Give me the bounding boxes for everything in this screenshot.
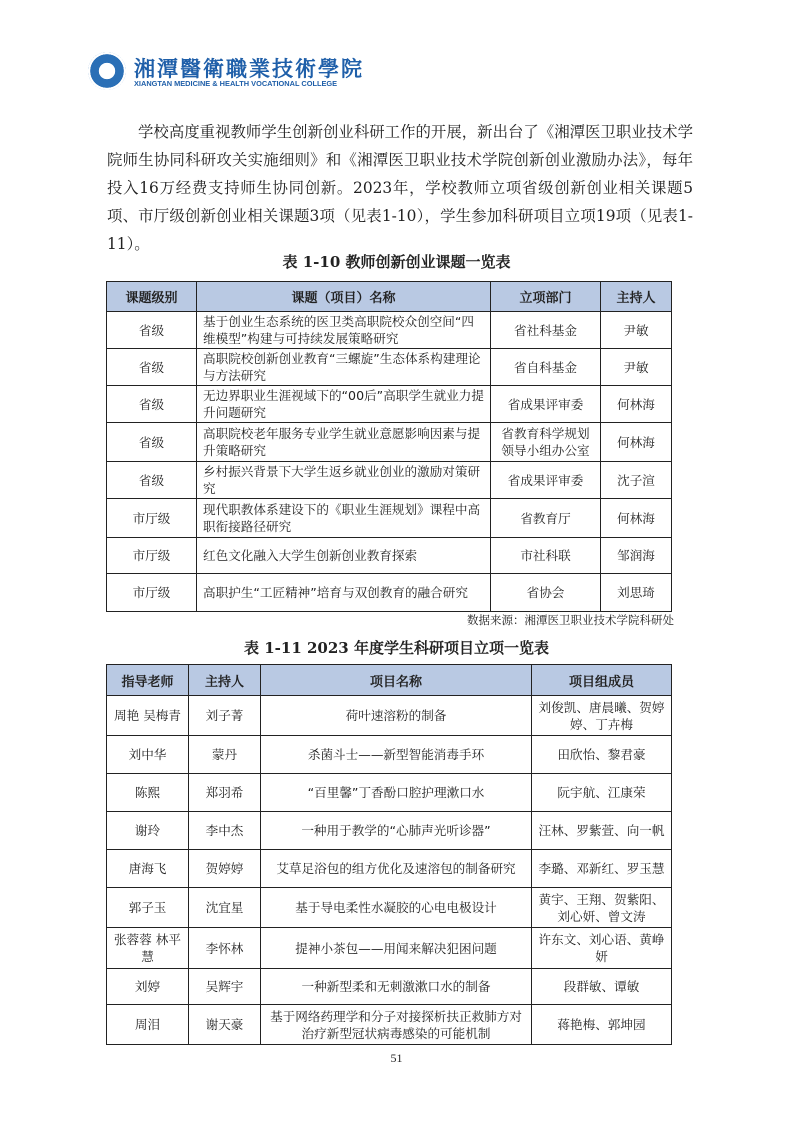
table-row	[107, 1005, 672, 1045]
table2-header-cell: 项目名称	[261, 665, 532, 696]
advisor-cell: 刘中华	[107, 736, 189, 774]
school-name-cn: 湘潭醫衛職業技術學院	[134, 56, 364, 81]
table-row	[107, 499, 672, 538]
table-row	[107, 969, 672, 1005]
project-name-cell: 一种新型柔和无刺激漱口水的制备	[261, 969, 532, 1005]
host-cell: 贺婷婷	[189, 850, 261, 888]
table-row	[107, 349, 672, 386]
table1-header-cell: 立项部门	[491, 282, 601, 312]
advisor-cell: 周艳 吴梅青	[107, 696, 189, 736]
page-header	[88, 52, 418, 92]
host-cell: 沈子渲	[601, 462, 672, 499]
department-cell: 省教育科学规划领导小组办公室	[491, 423, 601, 462]
project-name-cell: 现代职教体系建设下的《职业生涯规划》课程中高职衔接路径研究	[197, 499, 491, 538]
host-cell: 李怀林	[189, 928, 261, 969]
department-cell: 省自科基金	[491, 349, 601, 386]
level-cell: 省级	[107, 349, 197, 386]
table2-header-cell: 指导老师	[107, 665, 189, 696]
table1-header-row	[107, 282, 672, 312]
table2-caption: 表 1-11 2023 年度学生科研项目立项一览表	[244, 639, 549, 657]
advisor-cell: 谢玲	[107, 812, 189, 850]
table-row	[107, 574, 672, 612]
host-cell: 何林海	[601, 423, 672, 462]
table1-header-cell: 课题级别	[107, 282, 197, 312]
project-name-cell: 高职护生“工匠精神”培育与双创教育的融合研究	[197, 574, 491, 612]
project-name-cell: 基于创业生态系统的医卫类高职院校众创空间“四维模型”构建与可持续发展策略研究	[197, 312, 491, 349]
members-cell: 田欣怡、黎君豪	[532, 736, 672, 774]
table-row	[107, 696, 672, 736]
project-name-cell: 无边界职业生涯视域下的“00后”高职学生就业力提升问题研究	[197, 386, 491, 423]
department-cell: 省教育厅	[491, 499, 601, 538]
table-row	[107, 386, 672, 423]
table-row	[107, 850, 672, 888]
table2-header-cell: 主持人	[189, 665, 261, 696]
advisor-cell: 郭子玉	[107, 888, 189, 928]
table-row	[107, 774, 672, 812]
table-row	[107, 928, 672, 969]
project-name-cell: 基于网络药理学和分子对接探析扶正救肺方对治疗新型冠状病毒感染的可能机制	[261, 1005, 532, 1045]
host-cell: 李中杰	[189, 812, 261, 850]
table2-header-cell: 项目组成员	[532, 665, 672, 696]
members-cell: 许东文、刘心语、黄峥妍	[532, 928, 672, 969]
data-source-note: 数据来源：湘潭医卫职业技术学院科研处	[467, 613, 674, 627]
level-cell: 市厅级	[107, 574, 197, 612]
table-row	[107, 888, 672, 928]
department-cell: 市社科联	[491, 538, 601, 574]
project-name-cell: “百里馨”丁香酚口腔护理漱口水	[261, 774, 532, 812]
members-cell: 李璐、邓新红、罗玉慧	[532, 850, 672, 888]
table-row	[107, 736, 672, 774]
advisor-cell: 陈熙	[107, 774, 189, 812]
members-cell: 段群敏、谭敏	[532, 969, 672, 1005]
host-cell: 尹敏	[601, 312, 672, 349]
host-cell: 何林海	[601, 386, 672, 423]
project-name-cell: 杀菌斗士——新型智能消毒手环	[261, 736, 532, 774]
project-name-cell: 荷叶速溶粉的制备	[261, 696, 532, 736]
department-cell: 省社科基金	[491, 312, 601, 349]
table-row	[107, 462, 672, 499]
members-cell: 汪林、罗紫萱、向一帆	[532, 812, 672, 850]
department-cell: 省成果评审委	[491, 462, 601, 499]
teacher-project-table	[106, 281, 672, 612]
host-cell: 何林海	[601, 499, 672, 538]
table-row	[107, 312, 672, 349]
project-name-cell: 高职院校老年服务专业学生就业意愿影响因素与提升策略研究	[197, 423, 491, 462]
project-name-cell: 乡村振兴背景下大学生返乡就业创业的激励对策研究	[197, 462, 491, 499]
level-cell: 省级	[107, 462, 197, 499]
members-cell: 刘俊凯、唐晨曦、贺婷婷、丁卉梅	[532, 696, 672, 736]
school-logo-icon	[88, 52, 126, 90]
project-name-cell: 红色文化融入大学生创新创业教育探索	[197, 538, 491, 574]
host-cell: 谢天豪	[189, 1005, 261, 1045]
members-cell: 阮宇航、江康荣	[532, 774, 672, 812]
host-cell: 郑羽希	[189, 774, 261, 812]
advisor-cell: 张蓉蓉 林平慧	[107, 928, 189, 969]
student-project-table	[106, 664, 672, 1045]
level-cell: 省级	[107, 423, 197, 462]
host-cell: 吴辉宇	[189, 969, 261, 1005]
host-cell: 刘子菁	[189, 696, 261, 736]
project-name-cell: 提神小茶包——用闻来解决犯困问题	[261, 928, 532, 969]
advisor-cell: 唐海飞	[107, 850, 189, 888]
host-cell: 邹润海	[601, 538, 672, 574]
members-cell: 蒋艳梅、郭坤园	[532, 1005, 672, 1045]
department-cell: 省协会	[491, 574, 601, 612]
table2-header-row	[107, 665, 672, 696]
project-name-cell: 艾草足浴包的组方优化及速溶包的制备研究	[261, 850, 532, 888]
intro-paragraph: 学校高度重视教师学生创新创业科研工作的开展，新出台了《湘潭医卫职业技术学院师生协同科研攻关实施细则》和《湘潭医卫职业技术学院创新创业激励办法》，每年投入16万经费支持师生协同创新。2023年，学校教师立项省级创新创业相关课题5项、市厅级创新创业相关课题3项（见表1-10），学生参加科研项目立项19项（见表1-11）。	[107, 123, 693, 253]
level-cell: 省级	[107, 386, 197, 423]
host-cell: 尹敏	[601, 349, 672, 386]
table1-caption: 表 1-10 教师创新创业课题一览表	[282, 253, 511, 271]
table-row	[107, 812, 672, 850]
level-cell: 市厅级	[107, 538, 197, 574]
advisor-cell: 刘婷	[107, 969, 189, 1005]
level-cell: 市厅级	[107, 499, 197, 538]
host-cell: 刘思琦	[601, 574, 672, 612]
table-row	[107, 538, 672, 574]
advisor-cell: 周泪	[107, 1005, 189, 1045]
host-cell: 沈宜星	[189, 888, 261, 928]
department-cell: 省成果评审委	[491, 386, 601, 423]
page-number: 51	[390, 1051, 403, 1065]
school-name-en: XIANGTAN MEDICINE & HEALTH VOCATIONAL COLLEGE	[134, 79, 338, 88]
members-cell: 黄宇、王翔、贺紫阳、刘心妍、曾文涛	[532, 888, 672, 928]
project-name-cell: 基于导电柔性水凝胶的心电电极设计	[261, 888, 532, 928]
level-cell: 省级	[107, 312, 197, 349]
host-cell: 蒙丹	[189, 736, 261, 774]
table-row	[107, 423, 672, 462]
project-name-cell: 高职院校创新创业教育“三螺旋”生态体系构建理论与方法研究	[197, 349, 491, 386]
project-name-cell: 一种用于教学的“心肺声光听诊器”	[261, 812, 532, 850]
table1-header-cell: 课题（项目）名称	[197, 282, 491, 312]
table1-header-cell: 主持人	[601, 282, 672, 312]
